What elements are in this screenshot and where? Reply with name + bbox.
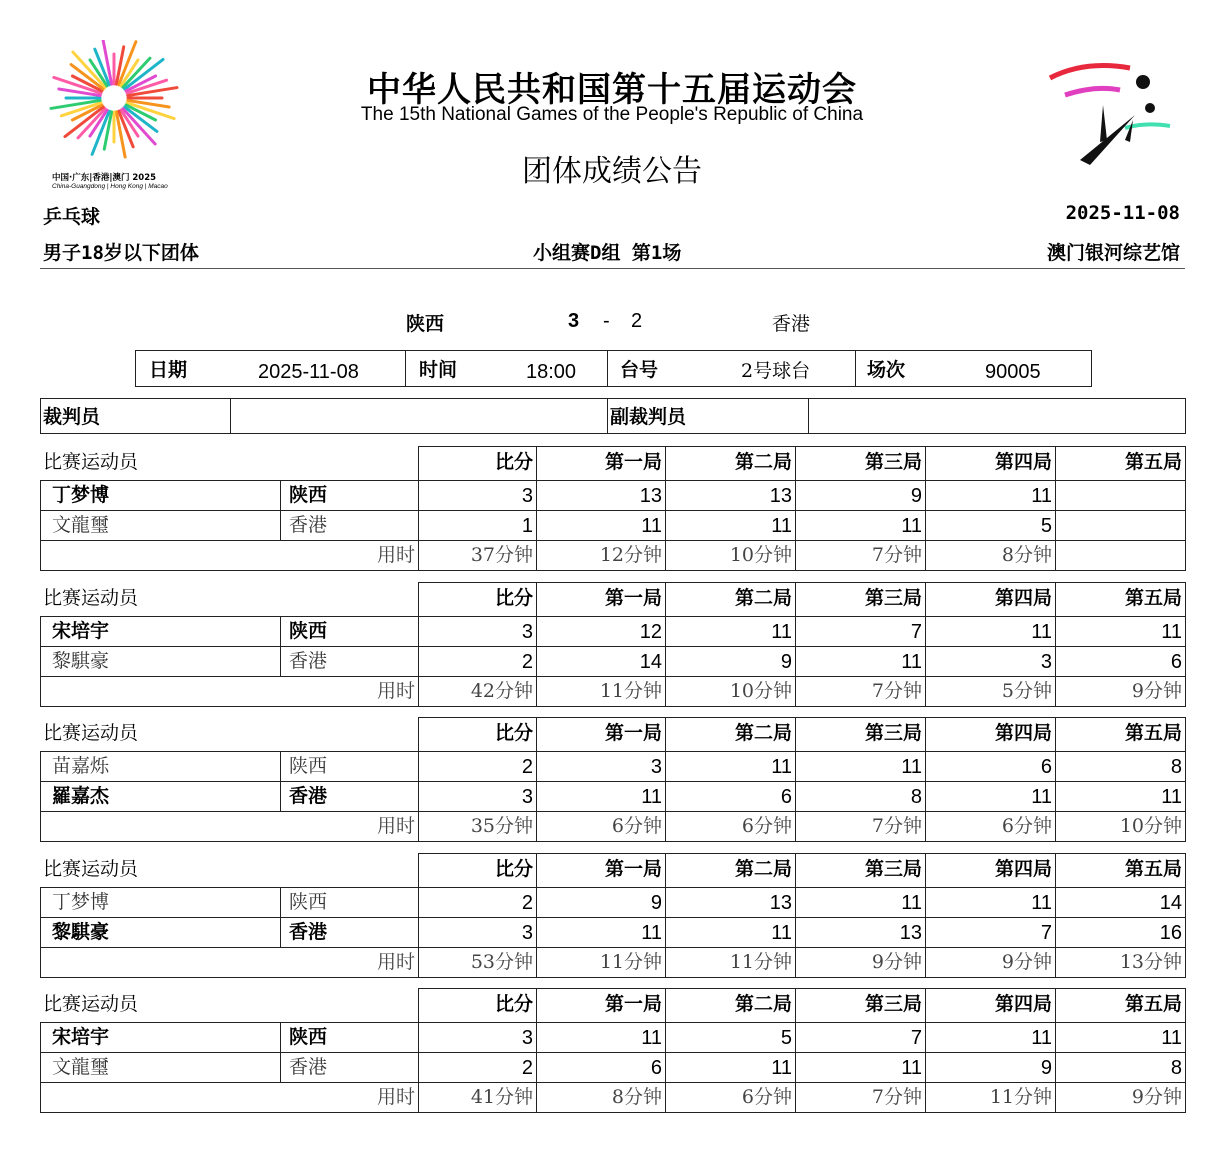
games-title-cn: 中华人民共和国第十五届运动会 [367,70,857,110]
players-label: 比赛运动员 [43,586,139,609]
player-match-score: 3 [521,921,533,944]
date-label: 日期 [149,359,188,381]
player-team: 陕西 [289,1026,328,1049]
event-name: 男子18岁以下团体 [43,242,199,264]
game-score: 11 [641,921,662,944]
game-score: 3 [650,756,662,779]
game-2-header: 第二局 [734,857,792,880]
table-label: 台号 [620,359,659,381]
game-5-header: 第五局 [1124,993,1182,1016]
table-value: 2号球台 [741,360,811,382]
game-score: 11 [771,515,792,537]
game-2-header: 第二局 [734,451,792,473]
score-b: 2 [631,310,643,332]
player-name: 宋培宇 [52,619,110,642]
player-match-score: 3 [521,620,533,643]
game-duration: 9分钟 [1131,1086,1182,1109]
logo-text-cn: 中国·广东|香港|澳门 2025 [52,173,157,183]
game-score: 12 [639,620,662,643]
player-match-score: 2 [521,1057,533,1080]
game-duration: 6分钟 [741,1086,792,1109]
duration-label: 用时 [376,1086,415,1109]
game-score: 9 [650,891,662,914]
game-score: 6 [780,786,792,809]
stage: 小组赛D组 第1场 [533,242,682,264]
player-team: 陕西 [289,755,328,778]
game-duration: 7分钟 [871,1086,922,1109]
game-score: 6 [650,1057,662,1080]
game-1-header: 第一局 [604,993,662,1016]
game-score: 11 [641,515,662,537]
match-duration: 41分钟 [470,1086,533,1109]
game-3-header: 第三局 [864,722,922,745]
row-divider [40,646,1186,647]
game-3-header: 第三局 [864,993,922,1016]
game-score: 11 [771,756,792,779]
game-score: 11 [1031,1027,1052,1050]
header-date: 2025-11-08 [1065,202,1180,224]
sport: 乒乓球 [43,206,101,228]
game-duration: 7分钟 [871,679,922,702]
game-3-header: 第三局 [864,586,922,609]
game-score: 11 [1031,786,1052,809]
game-2-header: 第二局 [734,722,792,745]
game-score: 8 [1170,1057,1182,1080]
game-score: 11 [771,921,792,944]
player-name: 黎騏豪 [52,920,110,943]
game-score: 5 [780,1027,792,1050]
game-score: 11 [901,1057,922,1080]
game-score: 11 [1161,1027,1182,1050]
game-score: 8 [910,786,922,809]
game-score: 11 [1031,620,1052,643]
duration-label: 用时 [376,679,415,702]
game-5-header: 第五局 [1124,586,1182,609]
game-score: 7 [910,1027,922,1050]
logo-text-en: China-Guangdong | Hong Kong | Macao [52,183,168,190]
game-score: 14 [1159,891,1182,914]
game-5-header: 第五局 [1124,857,1182,880]
game-3-header: 第三局 [864,857,922,880]
match-duration: 37分钟 [470,544,533,566]
game-duration: 5分钟 [1001,679,1052,702]
game-1-header: 第一局 [604,451,662,473]
game-duration: 8分钟 [611,1086,662,1109]
player-match-score: 3 [521,786,533,809]
game-duration: 9分钟 [871,950,922,973]
player-name: 黎騏豪 [52,649,110,672]
game-duration: 10分钟 [729,679,792,702]
game-score: 3 [1040,650,1052,673]
game-1-header: 第一局 [604,586,662,609]
match-duration: 42分钟 [470,679,533,702]
player-name: 苗嘉烁 [52,755,110,778]
player-match-score: 2 [521,891,533,914]
row-divider [40,917,1186,918]
game-score: 13 [769,891,792,914]
header-divider [40,268,1185,269]
team-a: 陕西 [406,313,445,335]
game-duration: 9分钟 [1001,950,1052,973]
game-duration: 10分钟 [729,544,792,566]
game-duration: 7分钟 [871,544,922,566]
player-name: 文龍璽 [52,514,110,536]
game-score: 9 [910,485,922,507]
players-label: 比赛运动员 [43,451,139,473]
player-name: 丁梦博 [52,890,110,913]
game-4-header: 第四局 [994,993,1052,1016]
game-1-header: 第一局 [604,857,662,880]
team-b: 香港 [772,313,811,335]
row-divider [40,781,1186,782]
game-score: 11 [641,786,662,809]
score-header: 比分 [494,993,533,1016]
game-score: 6 [1040,756,1052,779]
game-score: 11 [771,620,792,643]
game-4-header: 第四局 [994,451,1052,473]
game-score: 7 [910,620,922,643]
player-match-score: 3 [521,485,533,507]
game-duration: 7分钟 [871,815,922,838]
game-score: 11 [1031,485,1052,507]
game-score: 11 [1161,786,1182,809]
player-team: 香港 [289,1056,328,1079]
match-no-value: 90005 [985,361,1041,383]
player-name: 羅嘉杰 [52,785,110,808]
match-duration: 53分钟 [470,950,533,973]
player-match-score: 2 [521,756,533,779]
players-label: 比赛运动员 [43,722,139,745]
duration-label: 用时 [376,544,415,566]
assistant-umpire-label: 副裁判员 [610,406,687,428]
time-value: 18:00 [526,361,577,383]
col-divider [280,1022,281,1083]
player-name: 文龍璽 [52,1056,110,1079]
row-divider [40,1052,1186,1053]
match-no-label: 场次 [867,359,906,381]
game-score: 9 [780,650,792,673]
game-1-header: 第一局 [604,722,662,745]
col-divider [280,887,281,948]
score-header: 比分 [494,451,533,473]
game-score: 11 [771,1057,792,1080]
game-score: 6 [1170,650,1182,673]
game-score: 11 [641,1027,662,1050]
score-separator: - [603,310,610,332]
player-team: 陕西 [289,890,328,913]
player-name: 丁梦博 [52,484,110,506]
venue: 澳门银河综艺馆 [1046,242,1180,264]
player-match-score: 3 [521,1027,533,1050]
player-match-score: 1 [521,515,533,537]
date-value: 2025-11-08 [258,361,359,383]
game-duration: 10分钟 [1119,815,1182,838]
games-title-en: The 15th National Games of the People's Republic of China [360,104,864,125]
game-5-header: 第五局 [1124,722,1182,745]
game-score: 11 [1031,891,1052,914]
player-team: 陕西 [289,619,328,642]
score-header: 比分 [494,722,533,745]
game-duration: 6分钟 [1001,815,1052,838]
time-label: 时间 [419,359,458,381]
score-a: 3 [568,310,580,332]
col-divider [280,480,281,541]
game-2-header: 第二局 [734,993,792,1016]
score-header: 比分 [494,586,533,609]
game-score: 7 [1040,921,1052,944]
game-score: 8 [1170,756,1182,779]
game-2-header: 第二局 [734,586,792,609]
duration-label: 用时 [376,815,415,838]
game-duration: 11分钟 [729,950,792,973]
player-match-score: 2 [521,650,533,673]
game-score: 13 [899,921,922,944]
game-score: 11 [1161,620,1182,643]
game-duration: 11分钟 [989,1086,1052,1109]
umpire-label: 裁判员 [43,406,101,428]
player-team: 陕西 [289,484,328,506]
game-score: 13 [769,485,792,507]
game-score: 11 [901,756,922,779]
game-duration: 13分钟 [1119,950,1182,973]
players-label: 比赛运动员 [43,857,139,880]
game-4-header: 第四局 [994,857,1052,880]
duration-label: 用时 [376,950,415,973]
game-score: 11 [901,891,922,914]
game-duration: 6分钟 [611,815,662,838]
player-team: 香港 [289,785,328,808]
player-team: 香港 [289,649,328,672]
game-duration: 9分钟 [1131,679,1182,702]
game-4-header: 第四局 [994,586,1052,609]
document-title: 团体成绩公告 [522,154,702,189]
game-3-header: 第三局 [864,451,922,473]
game-4-header: 第四局 [994,722,1052,745]
player-team: 香港 [289,514,328,536]
col-divider [280,751,281,812]
match-duration: 35分钟 [470,815,533,838]
row-divider [40,510,1186,511]
col-divider [280,616,281,677]
game-score: 5 [1040,515,1052,537]
game-score: 16 [1159,921,1182,944]
game-duration: 11分钟 [599,679,662,702]
players-label: 比赛运动员 [43,993,139,1016]
game-duration: 8分钟 [1001,544,1052,566]
game-duration: 12分钟 [599,544,662,566]
game-duration: 11分钟 [599,950,662,973]
game-5-header: 第五局 [1124,451,1182,473]
game-score: 9 [1040,1057,1052,1080]
game-score: 14 [639,650,662,673]
game-score: 13 [639,485,662,507]
game-score: 11 [901,515,922,537]
player-name: 宋培宇 [52,1026,110,1049]
player-team: 香港 [289,920,328,943]
game-score: 11 [901,650,922,673]
game-duration: 6分钟 [741,815,792,838]
score-header: 比分 [494,857,533,880]
